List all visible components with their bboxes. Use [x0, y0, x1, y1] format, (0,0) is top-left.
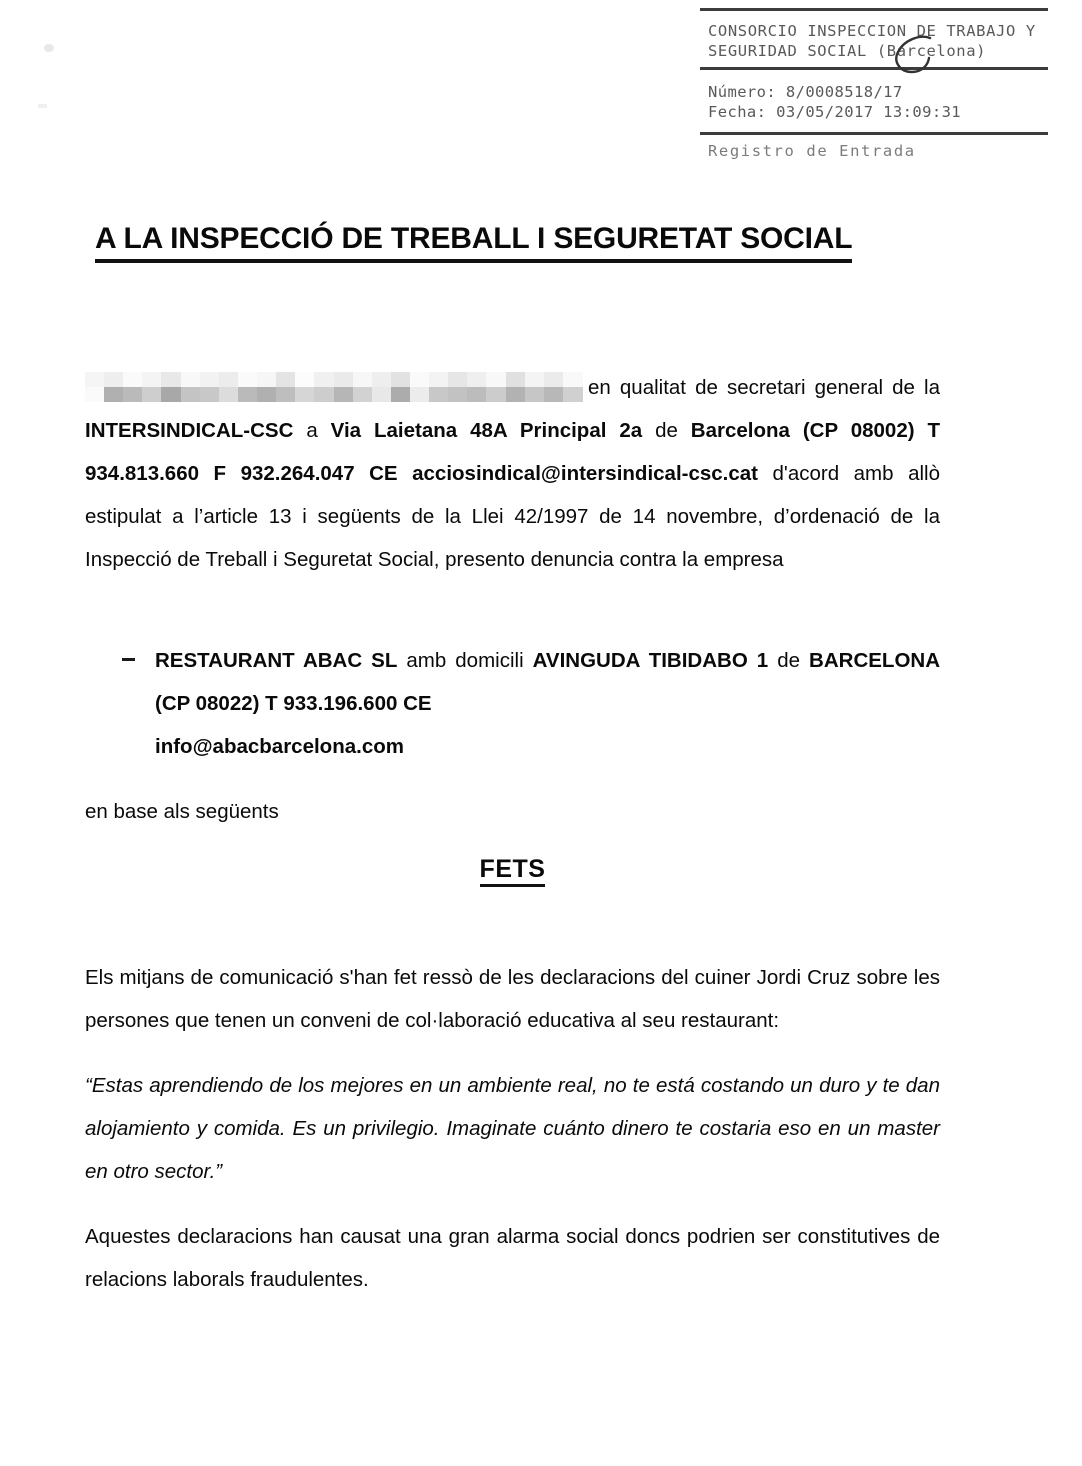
spacer-before-conclusion [85, 1193, 940, 1215]
denounced-company-item [85, 639, 940, 768]
spacer-before-fets [85, 833, 940, 855]
intro-legal-text: d'acord amb allò estipulat a l’article 13 i següents de la Llei 42/1997 de 14 novembre, d’ordenació de la Inspecció de Treball i Seguretat Social, presento denuncia contra la empresa [85, 462, 940, 571]
facts-paragraph-1: Els mitjans de comunicació s'han fet ressò de les declaracions del cuiner Jordi Cruz sobre les persones que tenen un conveni de col·laboració educativa al seu restaurant: [85, 966, 940, 1032]
bullet-dash-icon [122, 658, 135, 661]
spacer-after-company [85, 768, 940, 790]
stamp-metadata [700, 70, 1048, 132]
company-paragraph [155, 639, 940, 725]
quote-paragraph: “Estas aprendiendo de los mejores en un ambiente real, no te está costando un duro y te dan alojamiento y comida. Es un privilegio. Imaginate cuánto dinero te costaria eso en un master en otro sector.” [85, 1074, 940, 1183]
stamp-fecha: Fecha: 03/05/2017 13:09:31 [708, 103, 962, 121]
intro-paragraph [85, 366, 940, 581]
stamp-footer [700, 135, 1048, 161]
stamp-rule-bottom [700, 132, 1048, 135]
union-contact: (CP 08002) T 934.813.660 F 932.264.047 CE acciosindical@intersindical-csc.cat [85, 419, 940, 485]
intro-de: de [642, 419, 691, 442]
transition-paragraph: en base als següents [85, 800, 279, 823]
stamp-organization [700, 11, 1048, 67]
union-address: Via Laietana 48A Principal 2a [330, 419, 643, 442]
stamp-numero: Número: 8/0008518/17 [708, 83, 903, 101]
company-email-paragraph [155, 725, 940, 768]
company-name: RESTAURANT ABAC SL [155, 649, 398, 672]
company-city-line: BARCELONA (CP 08022) T 933.196.600 CE [155, 649, 940, 715]
spacer-after-fets [85, 884, 940, 956]
stamp-org-line-1: CONSORCIO INSPECCION DE TRABAJO Y [708, 22, 1036, 40]
fets-label: FETS [480, 855, 546, 887]
registration-stamp [700, 8, 1048, 161]
scan-speck [44, 44, 54, 52]
section-heading-fets [85, 855, 940, 884]
union-name: INTERSINDICAL-CSC [85, 419, 294, 442]
redacted-name-block [85, 372, 582, 402]
stamp-rule-middle [700, 67, 1048, 70]
company-address: AVINGUDA TIBIDABO 1 [532, 649, 769, 672]
intro-de-la: de la [892, 376, 940, 399]
document-body [85, 366, 940, 1301]
company-de: de [768, 649, 810, 672]
stamp-org-line-2: SEGURIDAD SOCIAL (Barcelona) [708, 42, 987, 60]
stamp-registro-entrada: Registro de Entrada [708, 142, 916, 160]
intro-a: a [293, 419, 331, 442]
intro-role-text: en qualitat de secretari general [588, 376, 884, 399]
stamp-rule-top [700, 8, 1048, 11]
page-title: A LA INSPECCIÓ DE TREBALL I SEGURETAT SOCIAL [95, 222, 852, 263]
spacer-after-intro [85, 581, 940, 639]
company-email: info@abacbarcelona.com [155, 735, 404, 758]
facts-paragraph-2: Aquestes declaracions han causat una gran alarma social doncs podrien ser constitutives de relacions laborals fraudulentes. [85, 1225, 940, 1291]
scan-speck-secondary [38, 104, 47, 108]
spacer-before-quote [85, 1042, 940, 1064]
company-amb-domicili: amb domicili [397, 649, 533, 672]
union-city: Barcelona [690, 419, 790, 442]
